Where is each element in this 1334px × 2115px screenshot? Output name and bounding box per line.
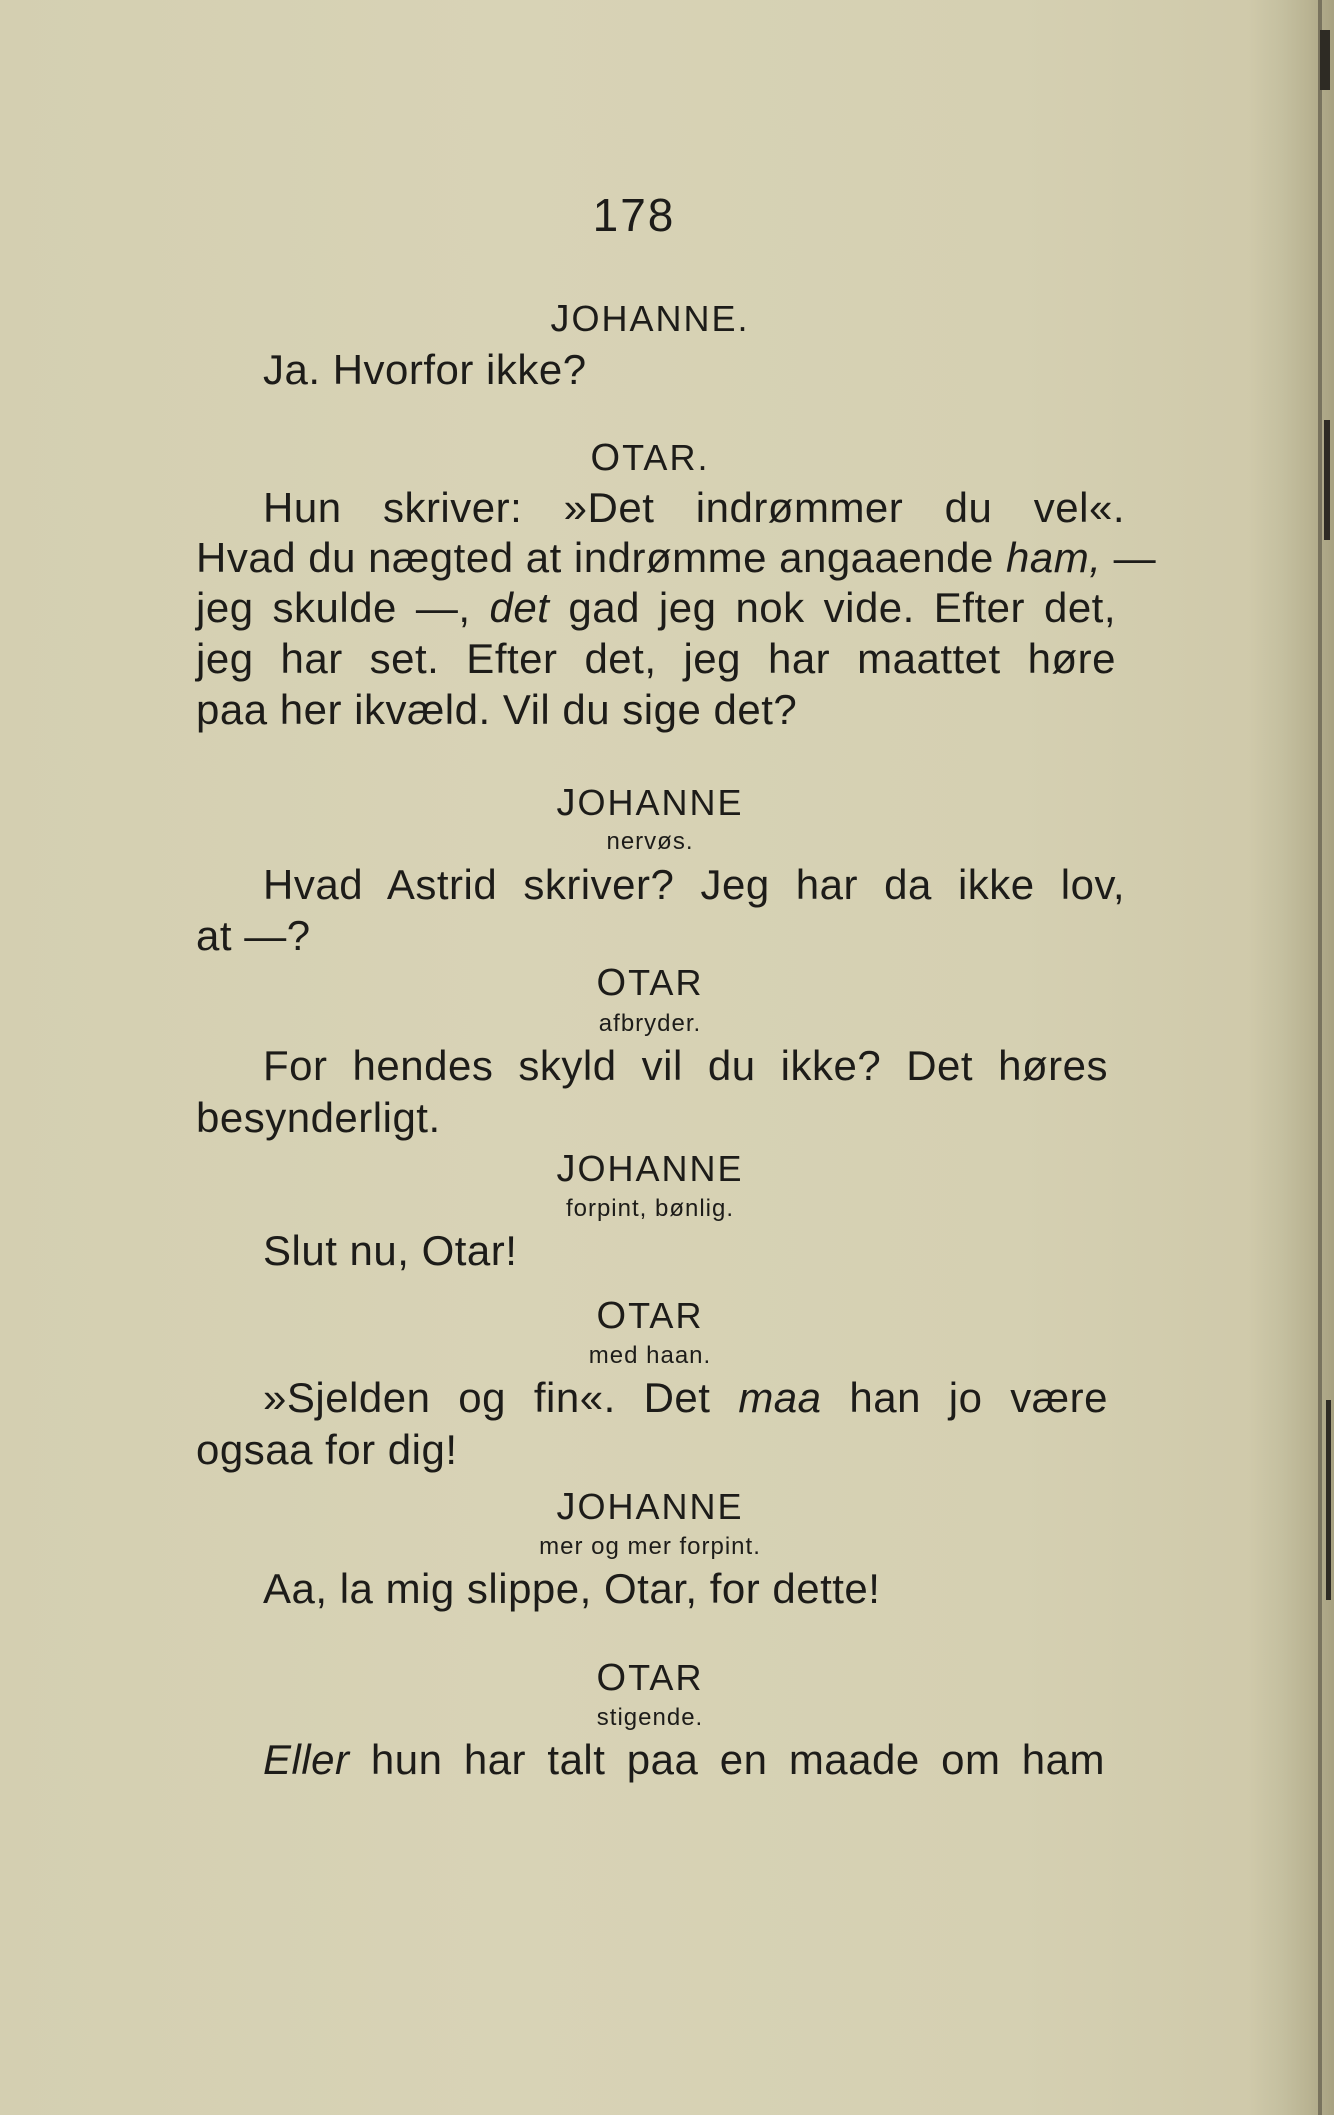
stage-direction: forpint, bønlig. [565, 1195, 735, 1222]
edge-mark [1324, 420, 1330, 540]
stage-direction: stigende. [596, 1704, 704, 1731]
speaker-name [0, 1148, 1300, 1191]
speaker-initial: J [556, 782, 578, 824]
speaker-name [0, 1295, 1300, 1338]
italic-word: det [489, 584, 550, 631]
speaker-name [0, 298, 1300, 341]
speaker-initial: J [550, 298, 572, 340]
speaker-name [0, 782, 1300, 825]
speaker-initial: J [556, 1486, 578, 1528]
italic-word: maa [738, 1374, 822, 1421]
dialogue-line [196, 534, 1157, 582]
speaker-rest: TAR. [622, 437, 710, 478]
dialogue-line: Aa, la mig slippe, Otar, for dette! [263, 1565, 881, 1612]
dialogue-line: Ja. Hvorfor ikke? [263, 346, 587, 393]
dialogue-line: For hendes skyld vil du ikke? Det høres [263, 1042, 1108, 1089]
line-part: »Sjelden og fin«. Det [263, 1374, 711, 1421]
line-part: — [1113, 534, 1157, 581]
edge-mark [1320, 30, 1330, 90]
stage-direction: mer og mer forpint. [539, 1533, 761, 1560]
dialogue-line: jeg har set. Efter det, jeg har maattet høre [196, 635, 1116, 682]
speaker-initial: O [596, 1295, 629, 1337]
stage-direction: afbryder. [598, 1010, 702, 1037]
line-part: han jo være [849, 1374, 1108, 1421]
line-part: jeg skulde —, [196, 584, 471, 631]
speaker-initial: J [556, 1148, 578, 1190]
speaker-rest: TAR [628, 962, 704, 1003]
dialogue-line: Slut nu, Otar! [263, 1227, 518, 1274]
line-part: Hvad du nægted at indrømme angaaende [196, 534, 994, 581]
dialogue-line [263, 1374, 1108, 1422]
speaker-initial: O [590, 437, 623, 479]
line-part: gad jeg nok vide. Efter det, [568, 584, 1117, 631]
speaker-name [0, 1486, 1300, 1529]
dialogue-line: besynderligt. [196, 1094, 441, 1141]
speaker-rest: TAR [628, 1295, 704, 1336]
speaker-rest: OHANNE [577, 782, 744, 823]
line-part: hun har talt paa en maade om ham [370, 1736, 1106, 1783]
dialogue-line: at —? [196, 912, 311, 959]
dialogue-line: Hun skriver: »Det indrømmer du vel«. [263, 484, 1125, 531]
speaker-rest: OHANNE. [571, 298, 750, 339]
speaker-name [0, 1657, 1300, 1700]
italic-word: Eller [263, 1736, 350, 1783]
stage-direction: nervøs. [606, 828, 694, 855]
page-edge [1318, 0, 1322, 2115]
speaker-rest: TAR [628, 1657, 704, 1698]
speaker-name [0, 962, 1300, 1005]
stage-direction: med haan. [588, 1342, 712, 1369]
speaker-initial: O [596, 1657, 629, 1699]
edge-mark [1326, 1400, 1331, 1600]
dialogue-line [196, 584, 1116, 632]
page-number: 178 [592, 189, 676, 241]
speaker-rest: OHANNE [577, 1486, 744, 1527]
dialogue-line: paa her ikvæld. Vil du sige det? [196, 686, 798, 733]
dialogue-line: Hvad Astrid skriver? Jeg har da ikke lov, [263, 861, 1125, 908]
dialogue-line [263, 1736, 1105, 1784]
speaker-initial: O [596, 962, 629, 1004]
italic-word: ham, [1006, 534, 1102, 581]
speaker-name [0, 437, 1300, 480]
dialogue-line: ogsaa for dig! [196, 1426, 458, 1473]
speaker-rest: OHANNE [577, 1148, 744, 1189]
